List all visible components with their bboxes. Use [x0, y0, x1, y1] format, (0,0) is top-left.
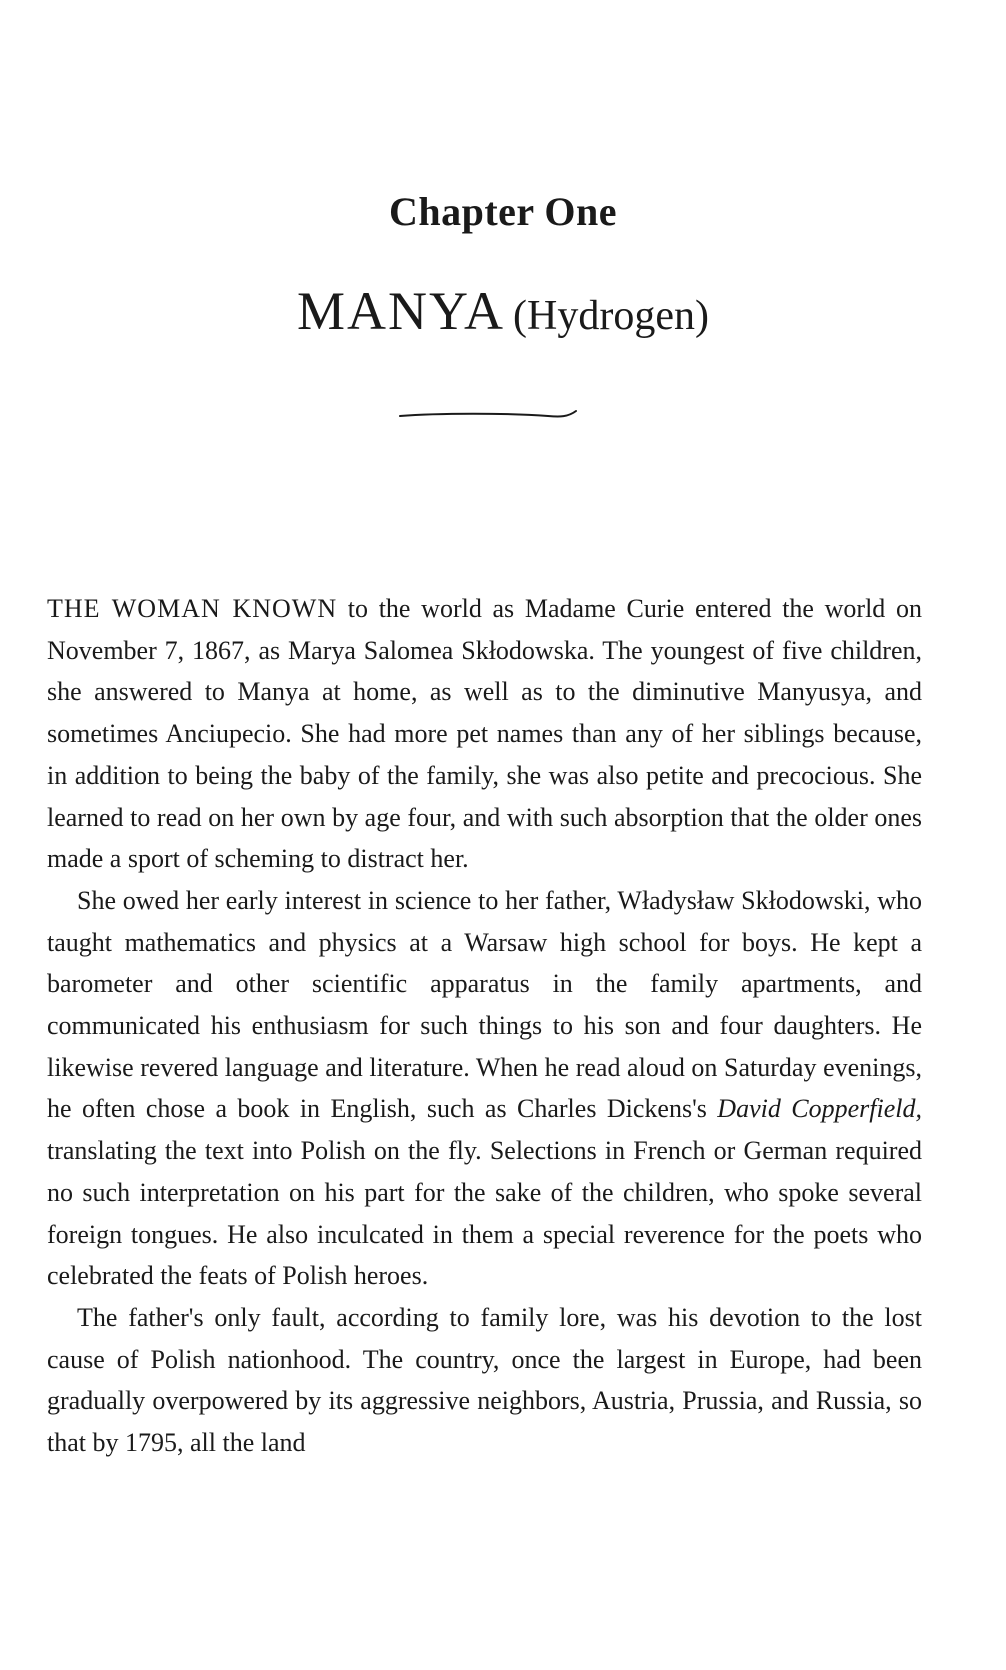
paragraph-2-text-after: translating the text into Polish on the fly. Selections in French or German required no such interpretation on his part for the sake of the children, who spoke several foreign tongues. He also inculcated in them a special reverence for the poets who celebrated the feats of Polish heroes.	[47, 1136, 922, 1291]
chapter-title-main: MANYA	[297, 281, 506, 341]
paragraph-2-text-before: She owed her early interest in science to her father, Władysław Skłodowski, who taught mathematics and physics at a Warsaw high school for boys. He kept a barometer and other scientific apparatus in the family apartments, and communicated his enthusiasm for such things to his son and four daughters. He likewise revered language and literature. When he read aloud on Saturday evenings, he often chose a book in English, such as Charles Dickens's	[47, 885, 922, 1124]
paragraph-3-text: The father's only fault, according to family lore, was his devotion to the lost cause of Polish nationhood. The country, once the largest in Europe, had been gradually overpowered by its aggressive neighbors, Austria, Prussia, and Russia, so that by 1795, all the land	[47, 1302, 922, 1458]
ornamental-rule-icon	[398, 408, 578, 424]
chapter-label: Chapter One	[388, 189, 618, 234]
chapter-body	[47, 588, 922, 1464]
book-title-italic: David Copperfield,	[717, 1094, 922, 1124]
chapter-title-subtitle: (Hydrogen)	[513, 293, 709, 339]
opening-words: THE WOMAN KNOWN	[47, 594, 338, 623]
paragraph-1-text: to the world as Madame Curie entered the world on November 7, 1867, as Marya Salomea Skłodowska. The youngest of five children, she answered to Manya at home, as well as to the diminutive Manyusya, and sometimes Anciupecio. She had more pet names than any of her siblings because, in addition to being the baby of the family, she was also petite and precocious. She learned to read on her own by age four, and with such absorption that the older ones made a sport of scheming to distract her.	[47, 594, 922, 874]
paragraph-1	[47, 588, 922, 880]
chapter-title	[0, 280, 1006, 342]
paragraph-2	[47, 880, 922, 1297]
paragraph-3	[47, 1297, 922, 1464]
